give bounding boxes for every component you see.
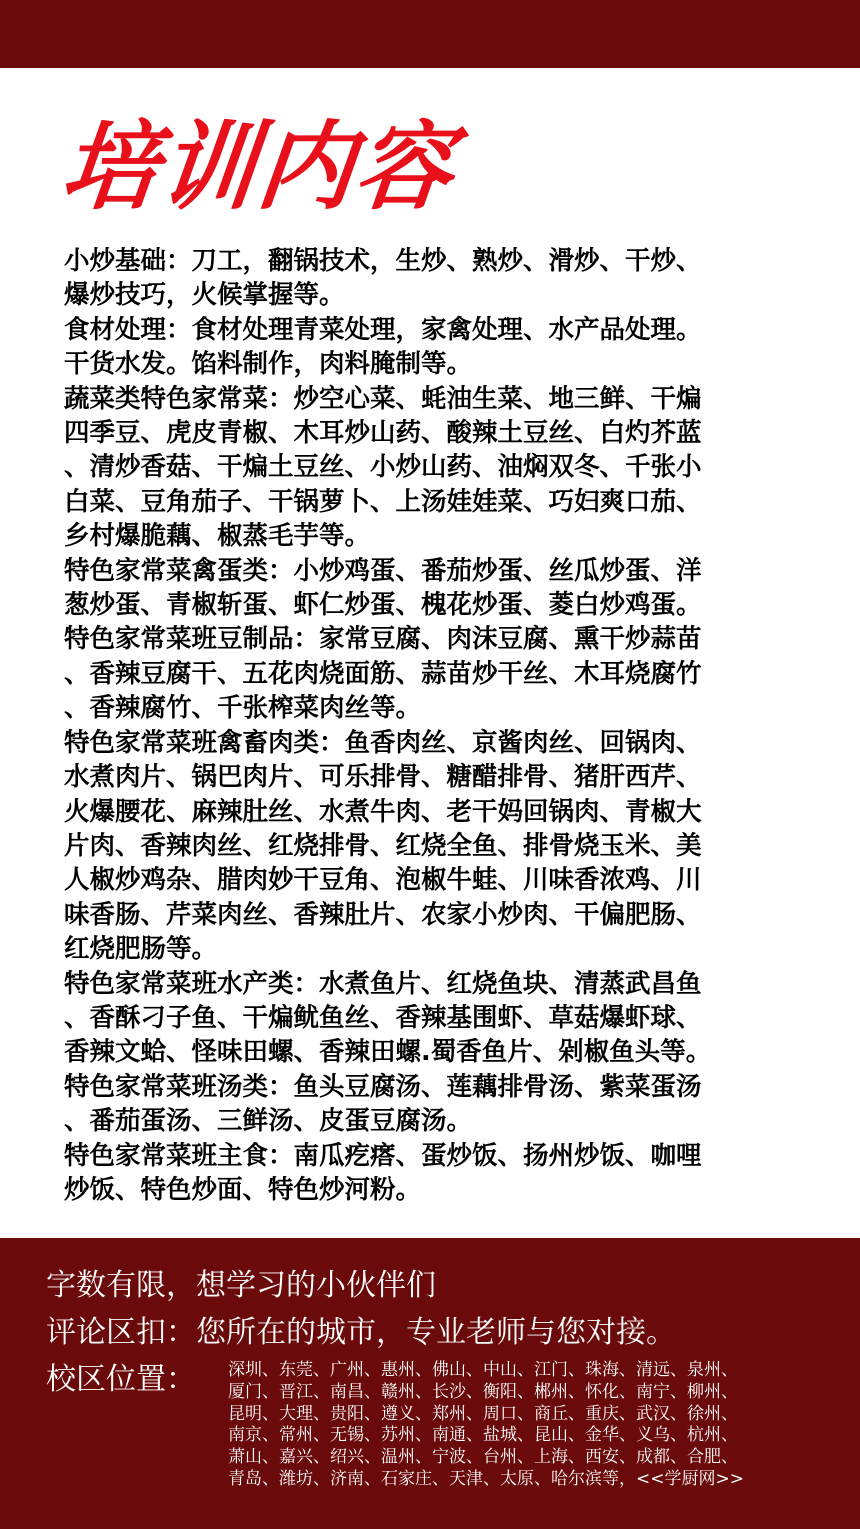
footer-band	[0, 1238, 860, 1529]
training-content	[64, 244, 794, 1207]
city-line: 青岛、潍坊、济南、石家庄、天津、太原、哈尔滨等，<<学厨网>>	[228, 1468, 744, 1489]
page-title: 培训内容	[56, 111, 460, 223]
city-line: 深圳、东莞、广州、惠州、佛山、中山、江门、珠海、清远、泉州、	[228, 1360, 738, 1380]
content-line: 香辣文蛤、怪味田螺、香辣田螺.蜀香鱼片、剁椒鱼头等。	[64, 1037, 712, 1068]
content-line: 人椒炒鸡杂、腊肉妙干豆角、泡椒牛蛙、川味香浓鸡、川	[64, 865, 702, 896]
campus-city-list	[228, 1360, 838, 1491]
content-line: 特色家常菜班主食：南瓜疙瘩、蛋炒饭、扬州炒饭、咖哩	[64, 1140, 702, 1171]
content-line: 、香辣腐竹、千张榨菜肉丝等。	[64, 693, 422, 724]
content-line: 、香辣豆腐干、五花肉烧面筋、蒜苗炒干丝、木耳烧腐竹	[64, 658, 702, 689]
content-line: 、清炒香菇、干煸土豆丝、小炒山药、油焖双冬、千张小	[64, 452, 702, 483]
content-line: 水煮肉片、锅巴肉片、可乐排骨、糖醋排骨、猪肝西芹、	[64, 762, 702, 793]
city-line: 萧山、嘉兴、绍兴、温州、宁波、台州、上海、西安、成都、合肥、	[228, 1447, 738, 1468]
content-line: 四季豆、虎皮青椒、木耳炒山药、酸辣土豆丝、白灼芥蓝	[64, 418, 702, 449]
content-line: 特色家常菜班豆制品：家常豆腐、肉沫豆腐、熏干炒蒜苗	[64, 624, 702, 655]
content-line: 片肉、香辣肉丝、红烧排骨、红烧全鱼、排骨烧玉米、美	[64, 830, 702, 861]
content-line: 白菜、豆角茄子、干锅萝卜、上汤娃娃菜、巧妇爽口茄、	[64, 486, 702, 517]
content-line: 炒饭、特色炒面、特色炒河粉。	[64, 1174, 422, 1205]
content-line: 特色家常菜班禽畜肉类：鱼香肉丝、京酱肉丝、回锅肉、	[64, 727, 702, 758]
content-line: 小炒基础：刀工，翻锅技术，生炒、熟炒、滑炒、干炒、	[64, 246, 702, 276]
content-line: 火爆腰花、麻辣肚丝、水煮牛肉、老干妈回锅肉、青椒大	[64, 796, 702, 827]
content-line: 、香酥刁子鱼、干煸鱿鱼丝、香辣基围虾、草菇爆虾球、	[64, 1002, 702, 1033]
content-line: 干货水发。馅料制作，肉料腌制等。	[64, 349, 473, 380]
content-line: 特色家常菜班汤类：鱼头豆腐汤、莲藕排骨汤、紫菜蛋汤	[64, 1071, 702, 1102]
content-line: 红烧肥肠等。	[64, 934, 218, 965]
content-line: 蔬菜类特色家常菜：炒空心菜、蚝油生菜、地三鲜、干煸	[64, 383, 702, 414]
top-banner-band	[0, 0, 860, 68]
content-line: 爆炒技巧，火候掌握等。	[64, 280, 345, 311]
content-line: 葱炒蛋、青椒斩蛋、虾仁炒蛋、槐花炒蛋、菱白炒鸡蛋。	[64, 590, 702, 621]
city-line: 南京、常州、无锡、苏州、南通、盐城、昆山、金华、义乌、杭州、	[228, 1425, 738, 1446]
city-line: 昆明、大理、贵阳、遵义、郑州、周口、商丘、重庆、武汉、徐州、	[228, 1403, 738, 1424]
footer-line-2: 评论区扣：您所在的城市，专业老师与您对接。	[46, 1315, 676, 1350]
content-line: 、番茄蛋汤、三鲜汤、皮蛋豆腐汤。	[64, 1106, 473, 1137]
content-line: 特色家常菜禽蛋类：小炒鸡蛋、番茄炒蛋、丝瓜炒蛋、洋	[64, 555, 702, 586]
campus-label: 校区位置：	[46, 1362, 196, 1397]
content-line: 特色家常菜班水产类：水煮鱼片、红烧鱼块、清蒸武昌鱼	[64, 968, 702, 999]
content-line: 食材处理：食材处理青菜处理，家禽处理、水产品处理。	[64, 314, 702, 345]
content-line: 乡村爆脆藕、椒蒸毛芋等。	[64, 521, 371, 552]
city-line: 厦门、晋江、南昌、赣州、长沙、衡阳、郴州、怀化、南宁、柳州、	[228, 1381, 738, 1402]
footer-line-1: 字数有限，想学习的小伙伴们	[46, 1268, 436, 1303]
content-line: 味香肠、芹菜肉丝、香辣肚片、农家小炒肉、干偏肥肠、	[64, 899, 702, 930]
